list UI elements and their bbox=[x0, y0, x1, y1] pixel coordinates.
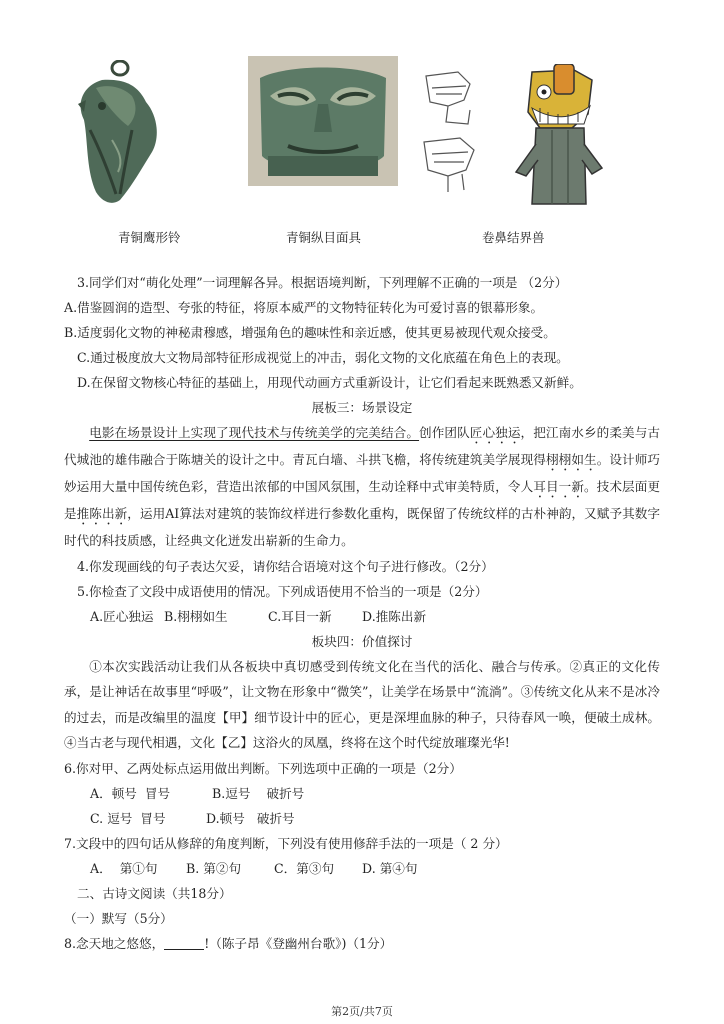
q7-option-a: A． 第①句 bbox=[90, 860, 158, 876]
bronze-eagle-bell-image bbox=[72, 60, 164, 208]
q3-option-c: C.通过极度放大文物局部特征形成视觉上的冲击，弱化文物的文化底蕴在角色上的表现。 bbox=[77, 350, 569, 365]
q7-option-b: B. 第②句 bbox=[186, 860, 242, 876]
panel4-paragraph: ①本次实践活动让我们从各板块中真切感受到传统文化在当代的活化、融合与传承。②真正的文化传承，是让神话在故事里“呼吸”，让文物在形象中“微笑”，让美学在场景中“流淌”。③传统文化从来不是冰冷的过去，而是改编里的温度【甲】细节设计中的匠心，更是深埋血脉的种子，只待春风一唤，便破土成林。④当古老与现代相遇，文化【乙】这浴火的凤凰，终将在这个时代绽放璀璨光华! bbox=[64, 658, 660, 750]
idiom-2: 栩栩如生 bbox=[545, 452, 597, 467]
figure-strip bbox=[0, 56, 724, 246]
q6-row-2 bbox=[64, 806, 660, 831]
section-2-title: 二、古诗文阅读（共18分） bbox=[77, 885, 232, 901]
q6-stem: 6.你对甲、乙两处标点运用做出判断。下列选项中正确的一项是（2分） bbox=[64, 760, 462, 776]
q4-stem: 4.你发现画线的句子表达欠妥，请你结合语境对这个句子进行修改。（2分） bbox=[77, 558, 494, 574]
q5-option-a: A.匠心独运 bbox=[90, 608, 154, 624]
q3-option-b: B.适度弱化文物的神秘肃穆感，增强角色的趣味性和亲近感，使其更易被现代观众接受。 bbox=[64, 325, 556, 340]
q6-row-1 bbox=[64, 781, 660, 806]
page-footer: 第2页/共7页 bbox=[331, 1005, 393, 1018]
panel3-title: 展板三：场景设定 bbox=[311, 400, 413, 415]
q7-stem: 7.文段中的四句话从修辞的角度判断，下列没有使用修辞手法的一项是（ 2 分） bbox=[64, 835, 508, 851]
q3-option-a: A.借鉴圆润的造型、夸张的特征，将原本威严的文物特征转化为可爱讨喜的银幕形象。 bbox=[64, 300, 544, 315]
q5-option-c: C.耳目一新 bbox=[268, 608, 332, 624]
q5-stem: 5.你检查了文段中成语使用的情况。下列成语使用不恰当的一项是（2分） bbox=[77, 583, 488, 599]
beast-sketches-image bbox=[418, 66, 496, 198]
q7-option-c: C．第③句 bbox=[274, 860, 335, 876]
q8-line: 8.念天地之悠悠， !（陈子昂《登幽州台歌》)（1分） bbox=[64, 935, 393, 951]
panel4-title: 板块四：价值探讨 bbox=[311, 633, 413, 649]
document-body bbox=[64, 270, 660, 956]
q6-option-b: B.逗号 破折号 bbox=[212, 785, 305, 801]
q6-option-a: A．顿号 冒号 bbox=[90, 785, 171, 801]
q5-option-b: B.栩栩如生 bbox=[164, 608, 228, 624]
q6-option-d: D.顿号 破折号 bbox=[206, 810, 295, 826]
idiom-3: 耳目一新 bbox=[533, 479, 584, 494]
q8-answer-blank[interactable] bbox=[164, 935, 204, 950]
q6-option-c: C. 逗号 冒号 bbox=[90, 810, 166, 826]
q5-options bbox=[64, 604, 660, 629]
figure-caption-2: 青铜纵目面具 bbox=[286, 230, 362, 245]
q5-option-d: D.推陈出新 bbox=[362, 608, 427, 624]
figure-caption-3: 卷鼻结界兽 bbox=[482, 230, 545, 245]
cartoon-beast-image bbox=[512, 64, 608, 214]
idiom-1: 匠心独运 bbox=[469, 425, 521, 440]
q7-option-d: D. 第④句 bbox=[362, 860, 418, 876]
panel3-paragraph: 电影在场景设计上实现了现代技术与传统美学的完美结合。创作团队匠心独运，把江南水乡的柔美与古代城池的雄伟融合于陈塘关的设计之中。青瓦白墙、斗拱飞檐，将传统建筑美学展现得栩栩如生。设计师巧妙运用大量中国传统色彩，营造出浓郁的中国风氛围，生动诠释中式审美特质，令人耳目一新。技术层面更是推陈出新，运用AI算法对建筑的装饰纹样进行参数化重构，既保留了传统纹样的古朴神韵，又赋予其数字时代的科技质感，让经典文化迸发出崭新的生命力。 bbox=[64, 425, 661, 548]
bronze-mask-image bbox=[248, 56, 398, 186]
subsection-1-title: （一）默写（5分） bbox=[64, 910, 173, 926]
underlined-sentence: 电影在场景设计上实现了现代技术与传统美学的完美结合。 bbox=[89, 425, 420, 440]
q3-stem: 3.同学们对“萌化处理”一词理解各异。根据语境判断，下列理解不正确的一项是 （2分） bbox=[77, 275, 568, 290]
idiom-4: 推陈出新 bbox=[76, 506, 128, 521]
figure-caption-1: 青铜鹰形铃 bbox=[118, 230, 181, 245]
q3-option-d: D.在保留文物核心特征的基础上，用现代动画方式重新设计，让它们看起来既熟悉又新鲜。 bbox=[77, 375, 582, 390]
q7-options bbox=[64, 856, 660, 881]
